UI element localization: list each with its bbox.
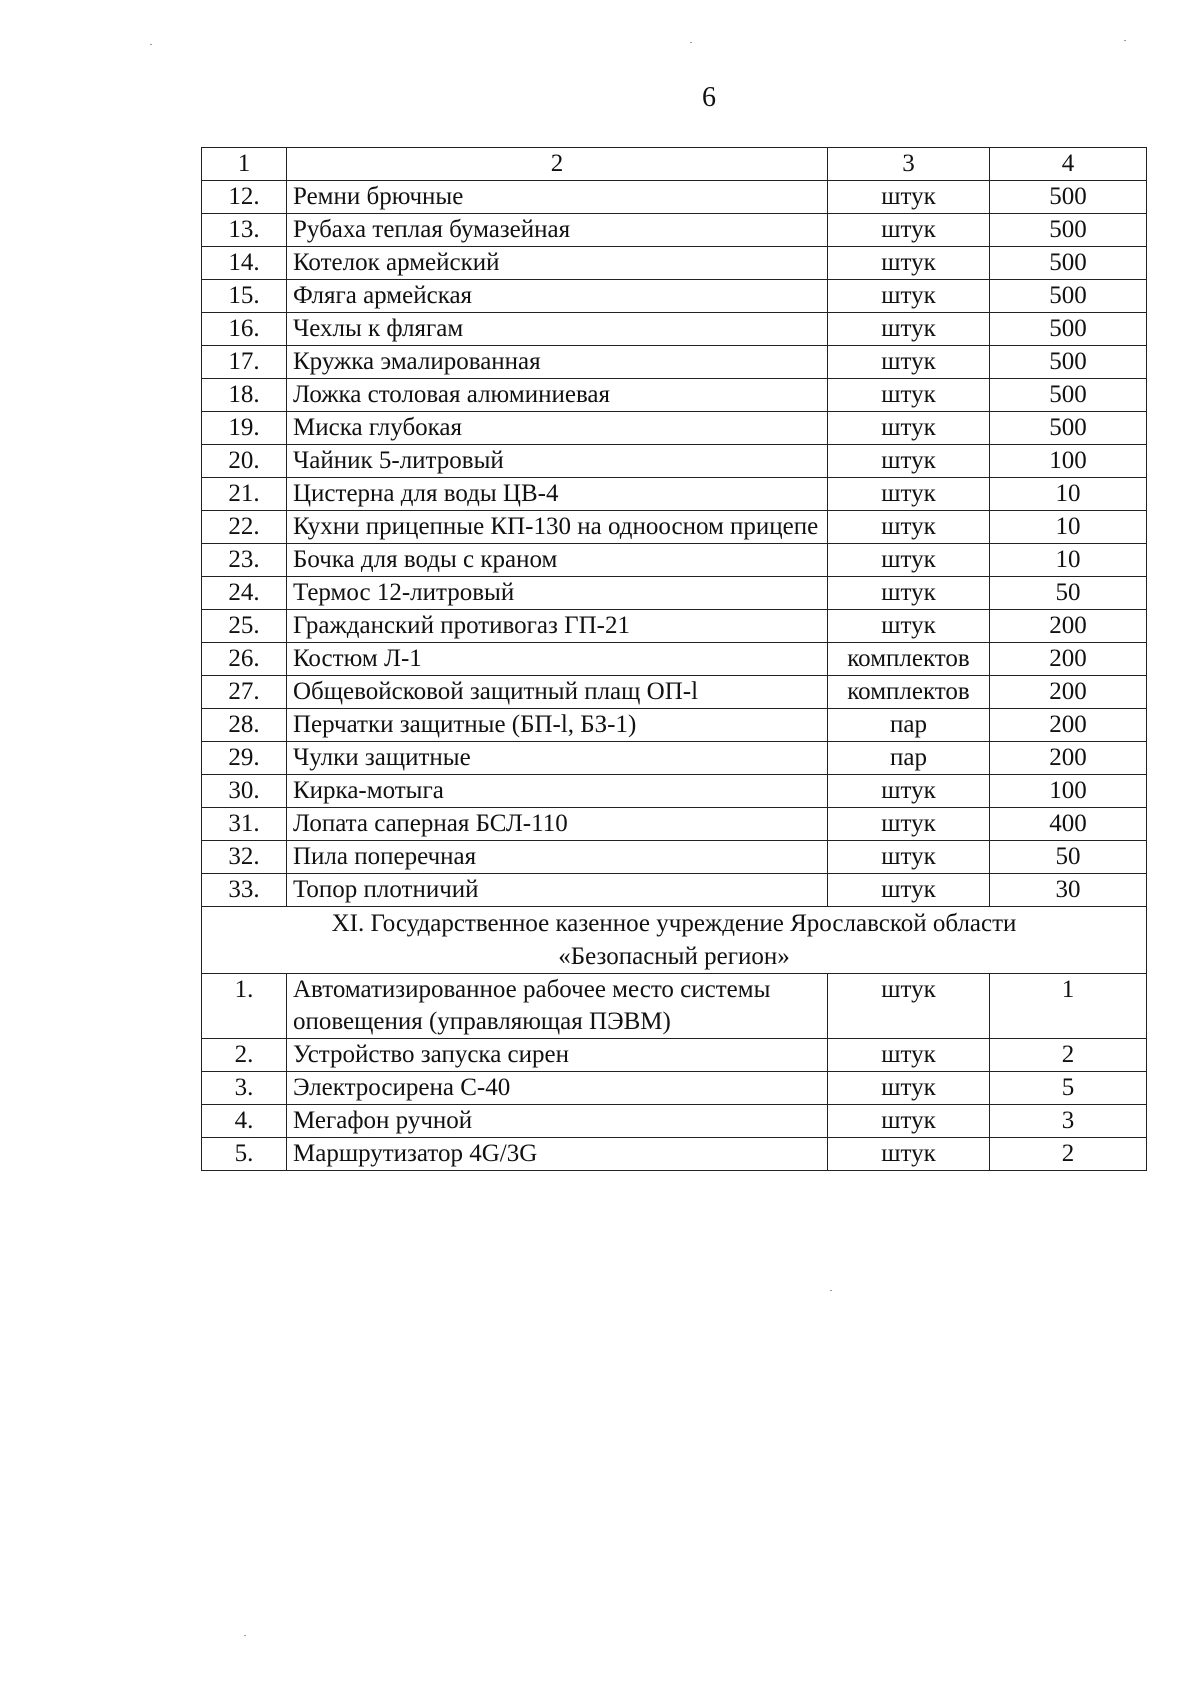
item-quantity: 500: [990, 412, 1147, 445]
item-unit: комплектов: [828, 676, 990, 709]
item-name: Бочка для воды с краном: [287, 544, 828, 577]
table-row: [202, 511, 1147, 544]
section-heading-line1: XI. Государственное казенное учреждение Ярославской области: [331, 910, 1017, 937]
section-row: [202, 907, 1147, 974]
item-quantity: 500: [990, 247, 1147, 280]
column-number-1: 1: [202, 148, 287, 181]
row-number: 26.: [202, 643, 287, 676]
item-name: Чулки защитные: [287, 742, 828, 775]
item-quantity: 500: [990, 313, 1147, 346]
item-quantity: 10: [990, 511, 1147, 544]
item-unit: штук: [828, 445, 990, 478]
item-quantity: 500: [990, 346, 1147, 379]
item-unit: штук: [828, 379, 990, 412]
section-heading: [202, 907, 1147, 974]
item-name: Костюм Л-1: [287, 643, 828, 676]
table-row: [202, 1039, 1147, 1072]
item-unit: штук: [828, 577, 990, 610]
item-quantity: 500: [990, 214, 1147, 247]
item-name: Чайник 5-литровый: [287, 445, 828, 478]
row-number: 3.: [202, 1072, 287, 1105]
table-row: [202, 280, 1147, 313]
item-quantity: 50: [990, 577, 1147, 610]
row-number: 33.: [202, 874, 287, 907]
item-quantity: 200: [990, 742, 1147, 775]
scan-speck: [830, 1290, 832, 1291]
scan-speck: [244, 1635, 246, 1636]
table-row: [202, 313, 1147, 346]
item-unit: штук: [828, 544, 990, 577]
table-row: [202, 478, 1147, 511]
table-row: [202, 676, 1147, 709]
item-unit: штук: [828, 808, 990, 841]
table-row: [202, 874, 1147, 907]
item-name: Лопата саперная БСЛ-110: [287, 808, 828, 841]
table-row: [202, 379, 1147, 412]
item-name: Электросирена С-40: [287, 1072, 828, 1105]
item-unit: штук: [828, 181, 990, 214]
item-quantity: 500: [990, 379, 1147, 412]
row-number: 13.: [202, 214, 287, 247]
row-number: 30.: [202, 775, 287, 808]
item-quantity: 200: [990, 643, 1147, 676]
table-row: [202, 775, 1147, 808]
item-unit: штук: [828, 247, 990, 280]
item-name: Миска глубокая: [287, 412, 828, 445]
item-unit: штук: [828, 1138, 990, 1171]
table-row: [202, 808, 1147, 841]
row-number: 28.: [202, 709, 287, 742]
table-row: [202, 346, 1147, 379]
item-quantity: 400: [990, 808, 1147, 841]
item-quantity: 5: [990, 1072, 1147, 1105]
table-row: [202, 709, 1147, 742]
item-unit: штук: [828, 1039, 990, 1072]
row-number: 24.: [202, 577, 287, 610]
item-unit: штук: [828, 841, 990, 874]
item-quantity: 10: [990, 544, 1147, 577]
item-unit: пар: [828, 742, 990, 775]
item-name: Гражданский противогаз ГП-21: [287, 610, 828, 643]
scan-speck: [690, 42, 692, 43]
row-number: 27.: [202, 676, 287, 709]
item-name: Цистерна для воды ЦВ-4: [287, 478, 828, 511]
item-unit: штук: [828, 511, 990, 544]
item-quantity: 100: [990, 775, 1147, 808]
item-unit: штук: [828, 214, 990, 247]
table-row: [202, 445, 1147, 478]
item-quantity: 10: [990, 478, 1147, 511]
row-number: 32.: [202, 841, 287, 874]
row-number: 4.: [202, 1105, 287, 1138]
item-unit: штук: [828, 775, 990, 808]
row-number: 5.: [202, 1138, 287, 1171]
item-name: Кухни прицепные КП-130 на одноосном прицепе: [287, 511, 828, 544]
column-number-4: 4: [990, 148, 1147, 181]
item-name: Чехлы к флягам: [287, 313, 828, 346]
row-number: 18.: [202, 379, 287, 412]
item-unit: комплектов: [828, 643, 990, 676]
item-unit: штук: [828, 478, 990, 511]
item-name: Термос 12-литровый: [287, 577, 828, 610]
item-quantity: 3: [990, 1105, 1147, 1138]
table-row: [202, 974, 1147, 1039]
row-number: 19.: [202, 412, 287, 445]
item-name: Кирка-мотыга: [287, 775, 828, 808]
table-body: [202, 148, 1147, 1171]
item-unit: штук: [828, 974, 990, 1039]
row-number: 17.: [202, 346, 287, 379]
table-row: [202, 544, 1147, 577]
column-number-3: 3: [828, 148, 990, 181]
item-name: Ремни брючные: [287, 181, 828, 214]
equipment-table: [201, 147, 1147, 1171]
row-number: 2.: [202, 1039, 287, 1072]
item-name: Устройство запуска сирен: [287, 1039, 828, 1072]
item-unit: штук: [828, 1072, 990, 1105]
item-unit: штук: [828, 1105, 990, 1138]
scan-speck: [1124, 40, 1126, 41]
table-row: [202, 412, 1147, 445]
column-number-row: [202, 148, 1147, 181]
item-quantity: 500: [990, 181, 1147, 214]
row-number: 23.: [202, 544, 287, 577]
scan-speck: [150, 44, 152, 45]
item-name: Маршрутизатор 4G/3G: [287, 1138, 828, 1171]
item-unit: штук: [828, 280, 990, 313]
item-name: Автоматизированное рабочее место системы оповещения (управляющая ПЭВМ): [287, 974, 828, 1039]
item-unit: штук: [828, 412, 990, 445]
table-row: [202, 181, 1147, 214]
row-number: 22.: [202, 511, 287, 544]
table-row: [202, 1072, 1147, 1105]
row-number: 16.: [202, 313, 287, 346]
section-heading-line2: «Безопасный регион»: [558, 943, 790, 970]
item-quantity: 2: [990, 1138, 1147, 1171]
table-row: [202, 610, 1147, 643]
item-quantity: 200: [990, 709, 1147, 742]
row-number: 20.: [202, 445, 287, 478]
item-name: Котелок армейский: [287, 247, 828, 280]
item-unit: штук: [828, 313, 990, 346]
table-row: [202, 742, 1147, 775]
item-name: Перчатки защитные (БП-l, БЗ-1): [287, 709, 828, 742]
item-name: Фляга армейская: [287, 280, 828, 313]
row-number: 21.: [202, 478, 287, 511]
item-name: Кружка эмалированная: [287, 346, 828, 379]
item-quantity: 30: [990, 874, 1147, 907]
item-name: Рубаха теплая бумазейная: [287, 214, 828, 247]
row-number: 31.: [202, 808, 287, 841]
row-number: 15.: [202, 280, 287, 313]
item-name: Пила поперечная: [287, 841, 828, 874]
column-number-2: 2: [287, 148, 828, 181]
table-row: [202, 841, 1147, 874]
table-row: [202, 643, 1147, 676]
item-name: Топор плотничий: [287, 874, 828, 907]
row-number: 14.: [202, 247, 287, 280]
item-quantity: 2: [990, 1039, 1147, 1072]
item-unit: штук: [828, 346, 990, 379]
item-unit: пар: [828, 709, 990, 742]
item-quantity: 200: [990, 676, 1147, 709]
page-number: 6: [702, 82, 716, 113]
table-row: [202, 1105, 1147, 1138]
item-quantity: 100: [990, 445, 1147, 478]
table-row: [202, 1138, 1147, 1171]
table-row: [202, 214, 1147, 247]
item-quantity: 1: [990, 974, 1147, 1039]
item-unit: штук: [828, 874, 990, 907]
item-quantity: 200: [990, 610, 1147, 643]
row-number: 1.: [202, 974, 287, 1039]
table-row: [202, 247, 1147, 280]
item-name: Мегафон ручной: [287, 1105, 828, 1138]
item-name: Ложка столовая алюминиевая: [287, 379, 828, 412]
item-quantity: 500: [990, 280, 1147, 313]
item-quantity: 50: [990, 841, 1147, 874]
row-number: 12.: [202, 181, 287, 214]
row-number: 29.: [202, 742, 287, 775]
table-row: [202, 577, 1147, 610]
item-name: Общевойсковой защитный плащ ОП-l: [287, 676, 828, 709]
item-unit: штук: [828, 610, 990, 643]
row-number: 25.: [202, 610, 287, 643]
